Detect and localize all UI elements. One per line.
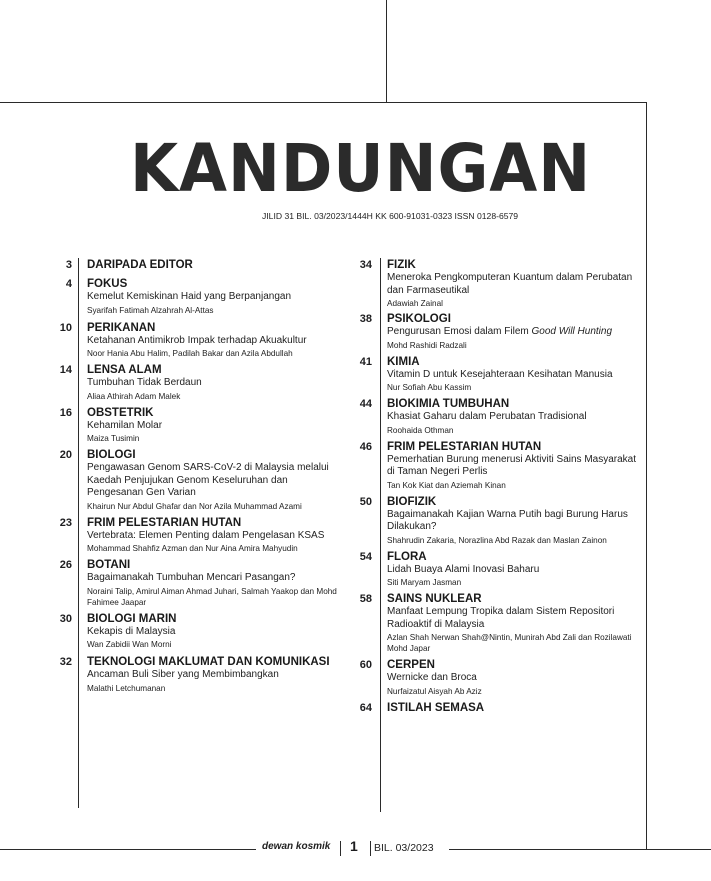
- footer-issue: BIL. 03/2023: [374, 842, 434, 854]
- footer-brand: dewan kosmik: [262, 841, 331, 852]
- toc-entry: [356, 312, 646, 351]
- toc-section-heading: FIZIK: [387, 259, 416, 271]
- toc-entry: [56, 516, 346, 555]
- footer-separator-left: [340, 841, 341, 856]
- toc-article-authors: Mohd Rashidi Radzali: [387, 340, 467, 350]
- toc-article-authors: Nur Sofiah Abu Kassim: [387, 383, 472, 392]
- toc-page-number: 32: [59, 656, 72, 668]
- toc-article-title-text: Bagaimanakah Tumbuhan Mencari Pasangan?: [87, 572, 296, 583]
- toc-left-column: [56, 258, 346, 694]
- toc-page-number: 46: [359, 440, 372, 453]
- toc-article-authors: Malathi Letchumanan: [87, 683, 166, 693]
- toc-article-title: [387, 509, 646, 534]
- toc-article-title-text: Meneroka Pengkomputeran Kuantum dalam Perubatan dan Farmaseutikal: [387, 272, 633, 296]
- page-title: KANDUNGAN: [130, 130, 592, 207]
- toc-right-column: [356, 258, 646, 715]
- toc-article-title-text: Lidah Buaya Alami Inovasi Baharu: [387, 563, 540, 575]
- toc-page-number: 44: [359, 398, 372, 410]
- toc-page-number: 10: [59, 321, 72, 334]
- toc-article-authors: Tan Kok Kiat dan Aziemah Kinan: [387, 480, 506, 490]
- toc-article-authors: Noor Hania Abu Halim, Padilah Bakar dan Azila Abdullah: [87, 349, 293, 358]
- toc-section-heading: CERPEN: [387, 659, 435, 671]
- toc-section-heading: PSIKOLOGI: [387, 313, 451, 325]
- toc-article-title: [387, 369, 646, 382]
- frame-top-horizontal-line: [0, 102, 647, 103]
- toc-page-number: 58: [359, 593, 372, 605]
- toc-article-authors: Syarifah Fatimah Alzahrah Al-Attas: [87, 305, 214, 315]
- toc-article-title: [387, 326, 646, 339]
- toc-entry: [356, 397, 646, 436]
- toc-article-title: [87, 335, 346, 348]
- toc-article-title: [87, 291, 346, 304]
- toc-article-title-text: Ketahanan Antimikrob Impak terhadap Akuakultur: [87, 334, 307, 346]
- toc-section-heading: BOTANI: [87, 559, 131, 571]
- toc-page-number: 60: [359, 659, 372, 671]
- toc-page-number: 34: [359, 259, 372, 271]
- toc-article-title: [387, 564, 646, 577]
- issue-metadata: JILID 31 BIL. 03/2023/1444H KK 600-91031-0323 ISSN 0128-6579: [262, 211, 519, 221]
- toc-page-number: 50: [359, 495, 372, 508]
- toc-section-heading: LENSA ALAM: [87, 364, 162, 376]
- footer-page-number: 1: [350, 838, 358, 854]
- toc-article-title-text: Kekapis di Malaysia: [87, 625, 176, 637]
- toc-entry: [356, 592, 646, 654]
- toc-entry: [356, 701, 646, 715]
- toc-article-authors: Azlan Shah Nerwan Shah@Nintin, Munirah Abd Zali dan Rozilawati Mohd Japar: [387, 633, 632, 653]
- toc-article-title: [87, 420, 346, 433]
- toc-page-number: 16: [59, 406, 72, 419]
- toc-section-heading: BIOKIMIA TUMBUHAN: [387, 398, 510, 410]
- toc-page-number: 41: [359, 355, 372, 368]
- toc-article-authors: Siti Maryam Jasman: [387, 578, 462, 587]
- toc-article-title: [387, 606, 646, 631]
- toc-entry: [356, 355, 646, 394]
- page-footer: [0, 838, 711, 860]
- toc-article-authors: Khairun Nur Abdul Ghafar dan Nor Azila Muhammad Azami: [87, 501, 302, 511]
- footer-separator-right: [370, 841, 371, 856]
- toc-article-title-text: Tumbuhan Tidak Berdaun: [87, 377, 202, 388]
- toc-entry: [56, 258, 346, 272]
- toc-page-number: 14: [59, 364, 72, 376]
- toc-section-heading: SAINS NUKLEAR: [387, 593, 482, 605]
- toc-article-authors: Wan Zabidii Wan Morni: [87, 640, 172, 649]
- footer-line-right: [449, 849, 711, 850]
- toc-section-heading: BIOLOGI: [87, 449, 136, 461]
- toc-article-title: [87, 530, 346, 543]
- toc-section-heading: PERIKANAN: [87, 321, 156, 334]
- toc-article-title-text: Kemelut Kemiskinan Haid yang Berpanjangan: [87, 291, 292, 302]
- frame-top-vertical-line: [386, 0, 387, 103]
- toc-entry: [56, 277, 346, 316]
- toc-page-number: 20: [59, 449, 72, 461]
- toc-page-number: 3: [65, 259, 72, 271]
- toc-article-title-text: Vitamin D untuk Kesejahteraan Kesihatan Manusia: [387, 368, 613, 380]
- toc-article-title: [87, 626, 346, 639]
- toc-entry: [56, 655, 346, 694]
- toc-section-heading: OBSTETRIK: [87, 406, 154, 419]
- toc-entry: [56, 448, 346, 512]
- toc-article-title-text: Pemerhatian Burung menerusi Aktiviti Sains Masyarakat di Taman Negeri Perlis: [387, 453, 637, 477]
- toc-article-title-text: Pengurusan Emosi dalam Filem: [387, 326, 532, 337]
- toc-article-title-text: Manfaat Lempung Tropika dalam Sistem Repositori Radioaktif di Malaysia: [387, 606, 615, 630]
- toc-page-number: 30: [59, 612, 72, 625]
- toc-article-title-text: Kehamilan Molar: [87, 419, 163, 431]
- toc-article-authors: Shahrudin Zakaria, Norazlina Abd Razak dan Maslan Zainon: [387, 535, 607, 545]
- toc-section-heading: TEKNOLOGI MAKLUMAT DAN KOMUNIKASI: [87, 656, 330, 668]
- toc-article-title-text: Pengawasan Genom SARS-CoV-2 di Malaysia melalui Kaedah Penjujukan Genom Keseluruhan dan Pengesanan Gen Varian: [87, 462, 329, 498]
- toc-page-number: 4: [65, 278, 72, 290]
- toc-article-title: [87, 669, 346, 682]
- toc-entry: [356, 550, 646, 589]
- toc-page-number: 38: [359, 313, 372, 325]
- toc-article-title: [387, 411, 646, 424]
- toc-article-title-text: Ancaman Buli Siber yang Membimbangkan: [87, 669, 279, 680]
- toc-entry: [56, 612, 346, 651]
- toc-section-heading: FRIM PELESTARIAN HUTAN: [87, 516, 242, 529]
- toc-page-number: 26: [59, 559, 72, 571]
- toc-article-title-text: Vertebrata: Elemen Penting dalam Pengelasan KSAS: [87, 529, 325, 541]
- toc-section-heading: ISTILAH SEMASA: [387, 701, 485, 714]
- toc-section-heading: FOKUS: [87, 278, 128, 290]
- toc-section-heading: BIOFIZIK: [387, 495, 437, 508]
- footer-line-left: [0, 849, 256, 850]
- toc-article-authors: Noraini Talip, Amirul Aiman Ahmad Juhari, Salmah Yaakop dan Mohd Fahimee Jaapar: [87, 586, 337, 607]
- toc-article-title: [387, 454, 646, 479]
- toc-article-title-italic: Good Will Hunting: [531, 326, 613, 337]
- toc-article-authors: Mohammad Shahfiz Azman dan Nur Aina Amira Mahyudin: [87, 544, 298, 553]
- toc-article-authors: Nurfaizatul Aisyah Ab Aziz: [387, 686, 482, 696]
- toc-section-heading: FLORA: [387, 550, 427, 563]
- toc-article-authors: Roohaida Othman: [387, 425, 454, 435]
- toc-article-title: [387, 272, 646, 297]
- toc-entry: [56, 363, 346, 402]
- toc-entry: [56, 406, 346, 445]
- toc-article-title: [387, 672, 646, 685]
- frame-right-vertical-line: [646, 102, 647, 849]
- toc-page-number: 54: [359, 550, 372, 563]
- toc-page-number: 23: [59, 516, 72, 529]
- toc-article-title-text: Wernicke dan Broca: [387, 672, 477, 683]
- toc-article-authors: Aliaa Athirah Adam Malek: [87, 391, 181, 401]
- toc-section-heading: FRIM PELESTARIAN HUTAN: [387, 440, 542, 453]
- toc-article-authors: Maiza Tusimin: [87, 434, 140, 443]
- toc-article-title-text: Khasiat Gaharu dalam Perubatan Tradisional: [387, 411, 587, 422]
- toc-article-authors: Adawiah Zainal: [387, 299, 443, 308]
- toc-entry: [56, 321, 346, 360]
- toc-entry: [356, 658, 646, 697]
- toc-article-title: [87, 377, 346, 390]
- toc-entry: [356, 440, 646, 491]
- toc-entry: [356, 258, 646, 309]
- toc-article-title: [87, 572, 346, 585]
- toc-section-heading: KIMIA: [387, 355, 420, 368]
- toc-entry: [56, 558, 346, 608]
- toc-section-heading: BIOLOGI MARIN: [87, 612, 177, 625]
- toc-article-title-text: Bagaimanakah Kajian Warna Putih bagi Burung Harus Dilakukan?: [387, 508, 628, 532]
- toc-section-heading: DARIPADA EDITOR: [87, 259, 193, 271]
- toc-page-number: 64: [359, 701, 372, 714]
- toc-article-title: [87, 462, 346, 500]
- toc-entry: [356, 495, 646, 546]
